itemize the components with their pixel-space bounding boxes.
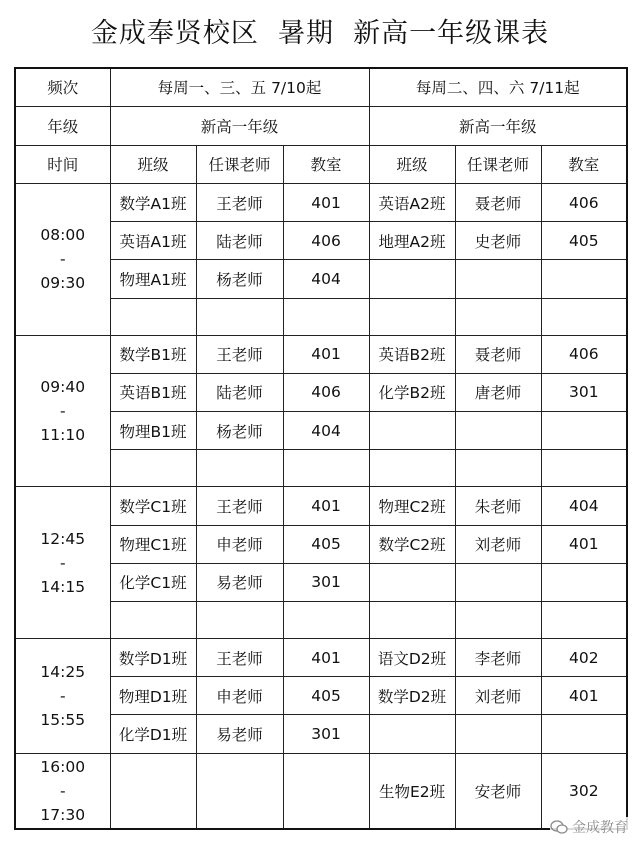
class-group1-cell: 物理B1班 [110,412,196,450]
room-group1-cell: 301 [283,715,369,753]
time-start: 12:45 [40,529,86,548]
header-row-columns [15,145,627,183]
table-row [15,639,627,677]
teacher-group1-cell: 易老师 [196,715,283,753]
time-start: 08:00 [40,226,86,245]
col-teacher-group2: 任课老师 [455,145,541,183]
class-group1-cell: 英语A1班 [110,222,196,260]
room-group2-cell: 302 [541,753,627,829]
col-room-group2: 教室 [541,145,627,183]
room-group2-cell: 401 [541,525,627,563]
room-group1-cell [283,601,369,638]
class-group1-cell: 物理D1班 [110,677,196,715]
room-group2-cell: 406 [541,335,627,373]
time-end: 09:30 [40,274,86,293]
teacher-group1-cell: 陆老师 [196,222,283,260]
class-group1-cell: 数学D1班 [110,639,196,677]
teacher-group2-cell: 刘老师 [455,525,541,563]
teacher-group1-cell: 易老师 [196,563,283,601]
col-class-group2: 班级 [369,145,455,183]
page-title: 金成奉贤校区 暑期 新高一年级课表 [90,18,550,49]
room-group1-cell [283,298,369,335]
header-grade-group1: 新高一年级 [110,106,369,145]
room-group1-cell [283,450,369,487]
class-group2-cell: 化学B2班 [369,373,455,411]
teacher-group2-cell: 刘老师 [455,677,541,715]
teacher-group2-cell [455,715,541,753]
class-group1-cell: 物理C1班 [110,525,196,563]
time-slot-cell [15,639,110,754]
class-group1-cell: 英语B1班 [110,373,196,411]
room-group2-cell: 404 [541,487,627,525]
room-group1-cell: 405 [283,525,369,563]
class-group2-cell: 地理A2班 [369,222,455,260]
teacher-group1-cell: 王老师 [196,639,283,677]
teacher-group2-cell: 李老师 [455,639,541,677]
class-group2-cell [369,412,455,450]
class-group2-cell: 数学D2班 [369,677,455,715]
time-start: 16:00 [40,757,86,776]
class-group2-cell: 数学C2班 [369,525,455,563]
room-group1-cell: 401 [283,639,369,677]
time-slot-cell [15,184,110,336]
teacher-group2-cell [455,298,541,335]
class-group2-cell: 语文D2班 [369,639,455,677]
teacher-group1-cell [196,601,283,638]
room-group1-cell: 406 [283,373,369,411]
time-separator: - [59,781,66,800]
room-group2-cell [541,715,627,753]
col-class-group1: 班级 [110,145,196,183]
header-grade-group2: 新高一年级 [369,106,627,145]
teacher-group1-cell [196,298,283,335]
room-group2-cell [541,601,627,638]
header-label-grade: 年级 [15,106,110,145]
class-group1-cell: 物理A1班 [110,260,196,298]
teacher-group2-cell [455,412,541,450]
class-group2-cell: 生物E2班 [369,753,455,829]
room-group2-cell: 402 [541,639,627,677]
class-group1-cell [110,298,196,335]
class-group1-cell: 数学C1班 [110,487,196,525]
class-group2-cell: 英语B2班 [369,335,455,373]
room-group2-cell: 406 [541,184,627,222]
time-slot-cell [15,335,110,487]
teacher-group2-cell: 安老师 [455,753,541,829]
teacher-group1-cell: 王老师 [196,184,283,222]
class-group2-cell [369,450,455,487]
teacher-group1-cell: 杨老师 [196,412,283,450]
teacher-group2-cell [455,450,541,487]
room-group2-cell: 401 [541,677,627,715]
watermark [550,817,628,837]
teacher-group2-cell [455,601,541,638]
teacher-group1-cell [196,450,283,487]
header-days-group2: 每周二、四、六 7/11起 [369,68,627,106]
col-teacher-group1: 任课老师 [196,145,283,183]
room-group1-cell [283,753,369,829]
class-group1-cell: 化学C1班 [110,563,196,601]
teacher-group2-cell [455,563,541,601]
teacher-group1-cell: 王老师 [196,487,283,525]
class-group2-cell: 物理C2班 [369,487,455,525]
room-group2-cell [541,563,627,601]
time-end: 14:15 [40,577,86,596]
header-row-frequency [15,68,627,106]
table-row [15,184,627,222]
room-group2-cell: 405 [541,222,627,260]
header-row-grade [15,106,627,145]
room-group1-cell: 405 [283,677,369,715]
time-end: 15:55 [40,710,86,729]
table-row [15,335,627,373]
class-group1-cell [110,450,196,487]
room-group1-cell: 404 [283,260,369,298]
room-group1-cell: 406 [283,222,369,260]
class-group1-cell: 数学A1班 [110,184,196,222]
room-group2-cell [541,260,627,298]
room-group1-cell: 401 [283,335,369,373]
teacher-group1-cell: 申老师 [196,525,283,563]
room-group2-cell [541,450,627,487]
class-group1-cell: 数学B1班 [110,335,196,373]
room-group2-cell: 301 [541,373,627,411]
time-end: 17:30 [40,805,86,824]
time-separator: - [59,250,66,269]
time-start: 09:40 [40,378,86,397]
room-group1-cell: 401 [283,184,369,222]
class-group2-cell [369,260,455,298]
class-group1-cell [110,601,196,638]
class-group2-cell [369,601,455,638]
table-row [15,487,627,525]
teacher-group2-cell: 朱老师 [455,487,541,525]
class-group2-cell [369,298,455,335]
teacher-group1-cell: 陆老师 [196,373,283,411]
room-group1-cell: 404 [283,412,369,450]
teacher-group2-cell: 聂老师 [455,335,541,373]
teacher-group2-cell [455,260,541,298]
room-group2-cell [541,412,627,450]
time-slot-cell [15,753,110,829]
watermark-text: 金成教育 [572,820,628,836]
class-group2-cell [369,563,455,601]
schedule-table [14,67,628,830]
teacher-group1-cell [196,753,283,829]
time-end: 11:10 [40,426,86,445]
header-label-time: 时间 [15,145,110,183]
class-group2-cell: 英语A2班 [369,184,455,222]
teacher-group2-cell: 史老师 [455,222,541,260]
class-group2-cell [369,715,455,753]
time-separator: - [59,402,66,421]
table-row [15,753,627,829]
header-label-frequency: 频次 [15,68,110,106]
class-group1-cell: 化学D1班 [110,715,196,753]
header-days-group1: 每周一、三、五 7/10起 [110,68,369,106]
time-separator: - [59,686,66,705]
teacher-group2-cell: 唐老师 [455,373,541,411]
teacher-group1-cell: 王老师 [196,335,283,373]
teacher-group2-cell: 聂老师 [455,184,541,222]
col-room-group1: 教室 [283,145,369,183]
room-group1-cell: 401 [283,487,369,525]
time-start: 14:25 [40,662,86,681]
wechat-icon [550,820,568,834]
class-group1-cell [110,753,196,829]
teacher-group1-cell: 申老师 [196,677,283,715]
teacher-group1-cell: 杨老师 [196,260,283,298]
room-group1-cell: 301 [283,563,369,601]
time-separator: - [59,553,66,572]
time-slot-cell [15,487,110,639]
room-group2-cell [541,298,627,335]
